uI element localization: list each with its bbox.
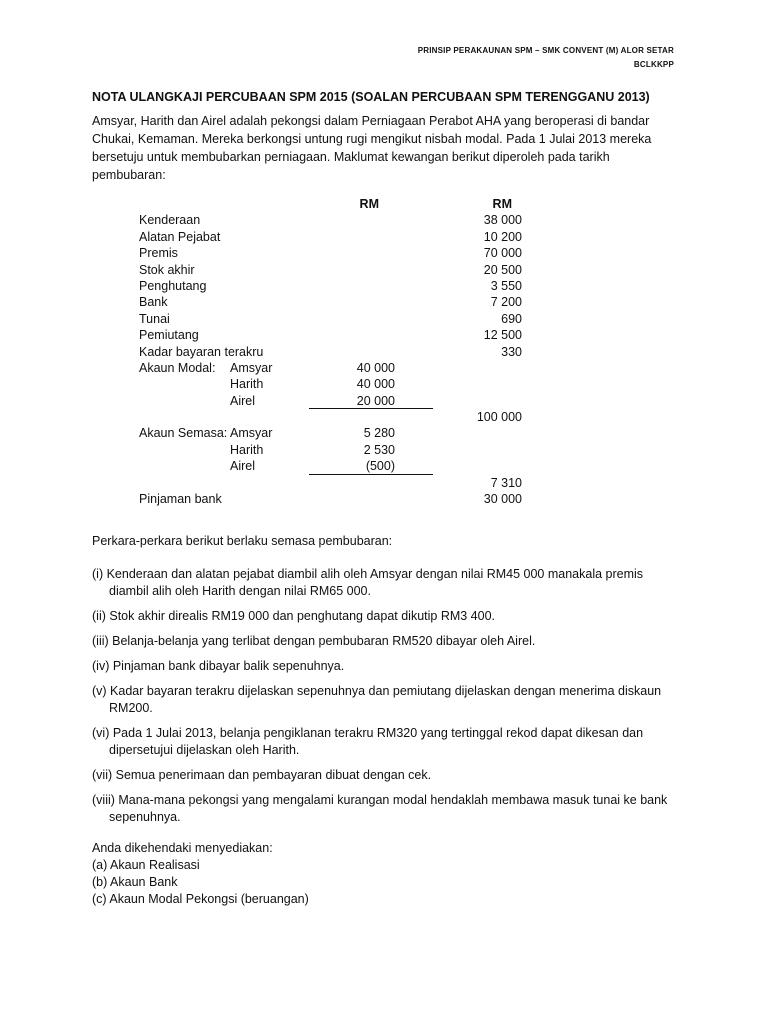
table-row (0, 360, 768, 376)
table-row (0, 212, 768, 228)
table-row (0, 294, 768, 310)
row-amount-col1: 5 280 (363, 426, 395, 441)
row-amount-col2: 20 500 (483, 262, 522, 277)
row-partner: Amsyar (230, 360, 273, 375)
row-label: Pemiutang (139, 328, 199, 343)
table-row (0, 491, 768, 507)
header-course: PRINSIP PERAKAUNAN SPM – SMK CONVENT (M) ALOR SETAR (417, 46, 674, 55)
row-amount-col2: 10 200 (483, 229, 522, 244)
intro-paragraph: Amsyar, Harith dan Airel adalah pekongsi dalam Perniagaan Perabot AHA yang beroperasi di bandar Chukai, Kemaman. Mereka berkongsi untung rugi mengikut nisbah modal. Pada 1 Julai 2013 mereka bersetuju untuk membubarkan perniagaan. Maklumat kewangan berikut diperoleh pada tarikh pembubaran: (92, 114, 652, 182)
row-label: Pinjaman bank (139, 492, 222, 507)
row-label: Alatan Pejabat (139, 229, 221, 244)
event-item: (vii) Semua penerimaan dan pembayaran dibuat dengan cek. (92, 768, 432, 782)
page-header (418, 44, 674, 72)
row-label: Premis (139, 246, 178, 261)
financial-table (0, 196, 768, 507)
requirement-item: (a) Akaun Realisasi (92, 858, 200, 872)
table-row (0, 409, 768, 425)
rm-column-header: RM (492, 197, 512, 211)
row-partner: Airel (230, 393, 256, 408)
row-partner: Amsyar (230, 426, 273, 441)
row-amount-col2: 70 000 (483, 246, 522, 261)
row-amount-col2: 330 (501, 344, 522, 359)
row-label: Akaun Modal: (139, 360, 216, 375)
row-amount-col2: 12 500 (483, 328, 522, 343)
requirements (92, 840, 309, 908)
table-row (0, 229, 768, 245)
table-row (0, 425, 768, 441)
row-partner: Harith (230, 377, 264, 392)
table-row (0, 344, 768, 360)
event-item: (viii) Mana-mana pekongsi yang mengalami kurangan modal hendaklah membawa masuk tunai ke bank sepenuhnya. (92, 793, 668, 824)
requirements-list (92, 857, 309, 908)
table-row (0, 393, 768, 409)
event-item: (i) Kenderaan dan alatan pejabat diambil alih oleh Amsyar dengan nilai RM45 000 manakala premis diambil alih oleh Harith dengan nilai RM65 000. (92, 567, 644, 598)
table-row (0, 327, 768, 343)
rm-column-header: RM (359, 197, 379, 211)
table-row (0, 458, 768, 474)
requirement-item: (c) Akaun Modal Pekongsi (beruangan) (92, 892, 309, 906)
event-item: (iv) Pinjaman bank dibayar balik sepenuhnya. (92, 659, 345, 673)
row-label: Kenderaan (139, 213, 201, 228)
row-amount-col2: 690 (501, 311, 522, 326)
row-amount-col2: 30 000 (483, 492, 522, 507)
table-row (0, 376, 768, 392)
event-item: (vi) Pada 1 Julai 2013, belanja pengiklanan terakru RM320 yang tertinggal rekod dapat dikesan dan dipersetujui dijelaskan oleh Harith. (92, 726, 644, 757)
header-code: BCLKKPP (633, 60, 674, 69)
table-row (0, 311, 768, 327)
row-amount-col1: 2 530 (363, 442, 395, 457)
event-item: (iii) Belanja-belanja yang terlibat dengan pembubaran RM520 dibayar oleh Airel. (92, 634, 536, 648)
row-label: Kadar bayaran terakru (139, 344, 264, 359)
requirement-item: (b) Akaun Bank (92, 875, 178, 889)
row-partner: Harith (230, 442, 264, 457)
event-item: (ii) Stok akhir direalis RM19 000 dan penghutang dapat dikutip RM3 400. (92, 609, 496, 623)
table-row (0, 278, 768, 294)
row-amount-col2: 3 550 (490, 278, 522, 293)
row-label: Bank (139, 295, 168, 310)
table-row (0, 262, 768, 278)
row-amount-col2: 7 310 (490, 475, 522, 490)
row-label: Stok akhir (139, 262, 195, 277)
events-list (92, 566, 682, 834)
row-amount-col2: 7 200 (490, 295, 522, 310)
row-amount-col1: (500) (365, 459, 395, 474)
row-partner: Airel (230, 459, 256, 474)
table-body (0, 212, 768, 507)
row-label: Penghutang (139, 278, 207, 293)
row-amount-col1: 40 000 (356, 360, 395, 375)
row-amount-col1: 40 000 (356, 377, 395, 392)
row-label: Tunai (139, 311, 170, 326)
table-row (0, 442, 768, 458)
table-row (0, 245, 768, 261)
row-label: Akaun Semasa: (139, 426, 228, 441)
row-amount-col2: 38 000 (483, 213, 522, 228)
table-header-row (0, 196, 768, 212)
document-title: NOTA ULANGKAJI PERCUBAAN SPM 2015 (SOALAN PERCUBAAN SPM TERENGGANU 2013) (92, 90, 650, 104)
requirements-intro: Anda dikehendaki menyediakan: (92, 841, 273, 855)
table-row (0, 475, 768, 491)
events-intro: Perkara-perkara berikut berlaku semasa pembubaran: (92, 534, 393, 548)
row-amount-col1: 20 000 (356, 393, 395, 408)
event-item: (v) Kadar bayaran terakru dijelaskan sepenuhnya dan pemiutang dijelaskan dengan menerima diskaun RM200. (92, 684, 662, 715)
row-amount-col2: 100 000 (476, 410, 522, 425)
